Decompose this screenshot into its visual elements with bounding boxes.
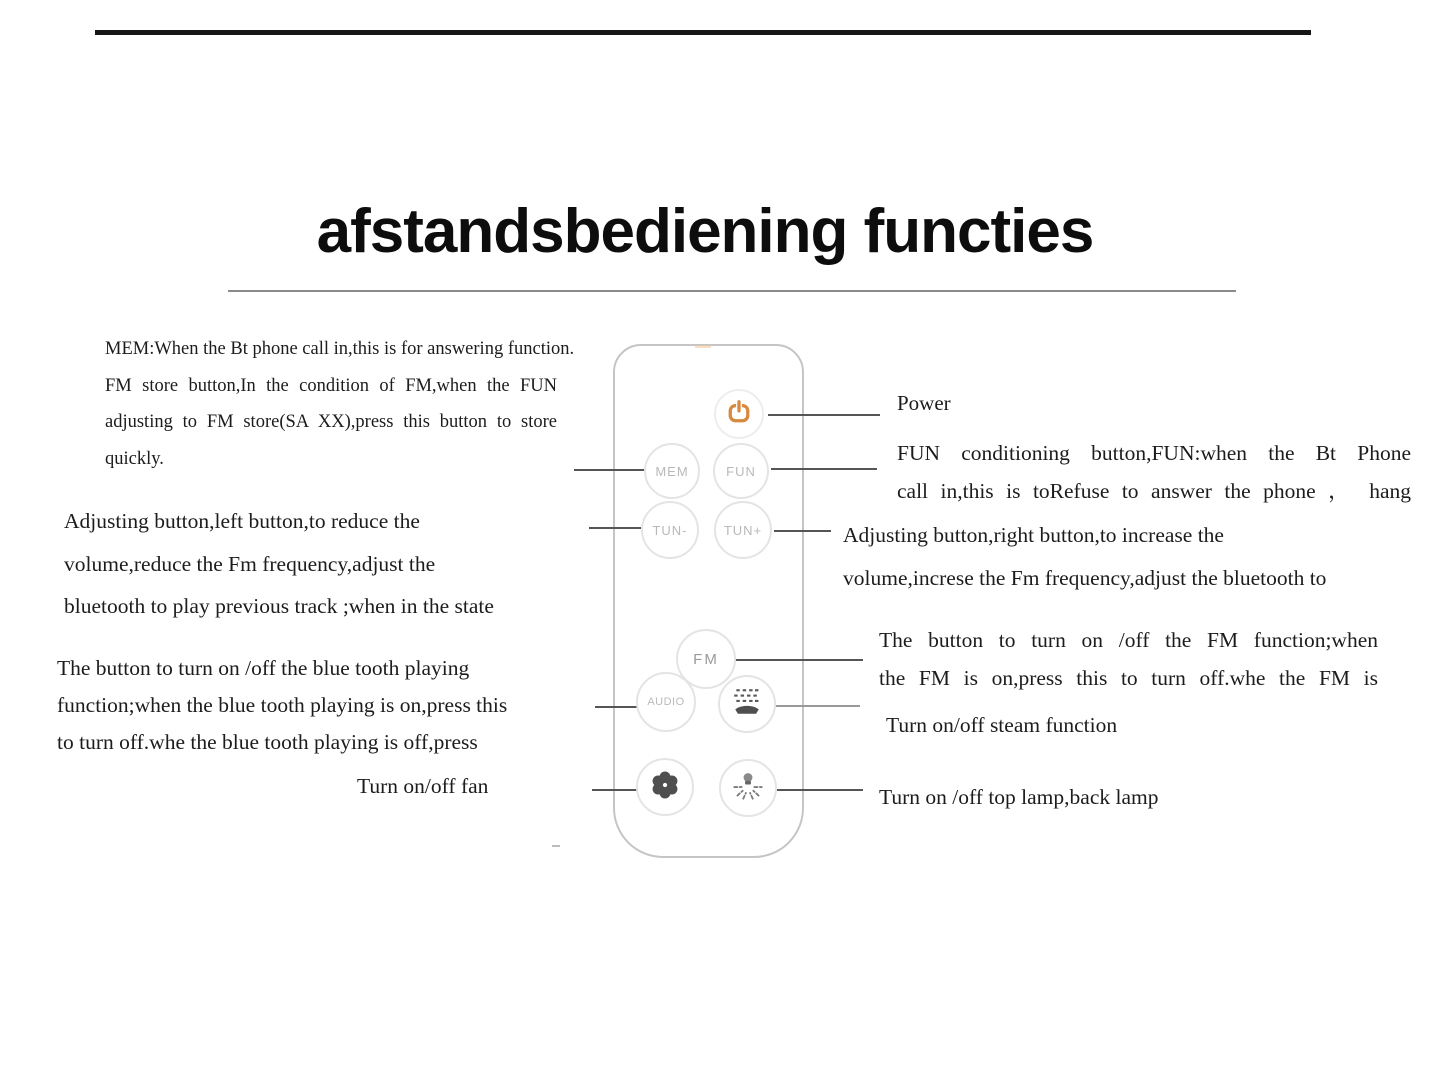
fun-button: [713, 443, 769, 499]
connector-line-steam: [772, 705, 860, 707]
fm-description-line: the FM is on,press this to turn off.whe the FM is: [879, 666, 1378, 690]
mem-button: [644, 443, 700, 499]
tun-plus-description: [843, 514, 1404, 600]
mem-description-line: MEM:When the Bt phone call in,this is for answering function.: [105, 339, 575, 359]
connector-line-fm: [733, 659, 863, 661]
tun-minus-description: [64, 500, 574, 628]
lamp-icon: [730, 769, 766, 808]
connector-line-fun: [771, 468, 877, 470]
steam-button: [718, 675, 776, 733]
connector-line-lamp: [777, 789, 863, 791]
connector-line-mem: [574, 469, 646, 471]
fan-button: [636, 758, 694, 816]
mem-description: [105, 331, 575, 477]
fm-description: [879, 621, 1378, 697]
connector-line-audio: [595, 706, 637, 708]
mem-description-line: FM store button,In the condition of FM,when the FUN: [105, 375, 557, 396]
tun-minus-description-line: Adjusting button,left button,to reduce the: [64, 509, 420, 533]
tun-minus-button: [641, 501, 699, 559]
lamp-label: Turn on /off top lamp,back lamp: [879, 785, 1159, 809]
mem-button-label: MEM: [655, 463, 689, 479]
tun-plus-button-label: TUN+: [723, 522, 763, 538]
tun-plus-button: [714, 501, 772, 559]
tun-plus-description-line: volume,increse the Fm frequency,adjust the bluetooth to: [843, 566, 1327, 590]
page-title: afstandsbediening functies: [316, 197, 1094, 266]
audio-description: [57, 650, 587, 761]
connector-line-fan: [592, 789, 637, 791]
fun-description: [897, 434, 1411, 510]
mem-description-line: adjusting to FM store(SA XX),press this button to store: [105, 412, 557, 432]
mem-description-line: quickly.: [105, 448, 164, 469]
power-icon: [725, 398, 753, 431]
scan-artifact-smudge: [695, 345, 711, 348]
fm-description-line: The button to turn on /off the FM function;when: [879, 628, 1378, 652]
steam-icon: [731, 687, 763, 722]
tun-minus-button-label: TUN-: [652, 522, 688, 538]
power-label: Power: [897, 391, 951, 415]
lamp-button: [719, 759, 777, 817]
fun-description-line: FUN conditioning button,FUN:when the Bt Phone: [897, 441, 1411, 465]
power-button: [714, 389, 764, 439]
audio-description-line: to turn off.whe the blue tooth playing is off,press: [57, 730, 478, 754]
audio-description-line: The button to turn on /off the blue tooth playing: [57, 656, 470, 680]
fun-button-label: FUN: [726, 463, 756, 479]
tun-minus-description-line: volume,reduce the Fm frequency,adjust the: [64, 551, 436, 576]
scan-artifact-dash: [552, 845, 560, 847]
tun-plus-description-line: Adjusting button,right button,to increase the: [843, 523, 1224, 547]
top-rule: [95, 30, 1311, 35]
connector-line-tun-minus: [589, 527, 641, 529]
fan-icon: [648, 768, 682, 807]
connector-line-power: [768, 414, 880, 416]
audio-button-label: AUDIO: [647, 696, 685, 708]
connector-line-tun-plus: [774, 530, 831, 532]
audio-button: [636, 672, 696, 732]
audio-description-line: function;when the blue tooth playing is on,press this: [57, 693, 508, 717]
tun-minus-description-line: bluetooth to play previous track ;when in the state: [64, 594, 494, 618]
fan-label: Turn on/off fan: [357, 774, 489, 798]
title-underline: [228, 290, 1236, 292]
fm-button-label: FM: [693, 650, 719, 668]
fun-description-line: call in,this is toRefuse to answer the phone ， hang: [897, 479, 1411, 503]
steam-label: Turn on/off steam function: [886, 713, 1118, 737]
